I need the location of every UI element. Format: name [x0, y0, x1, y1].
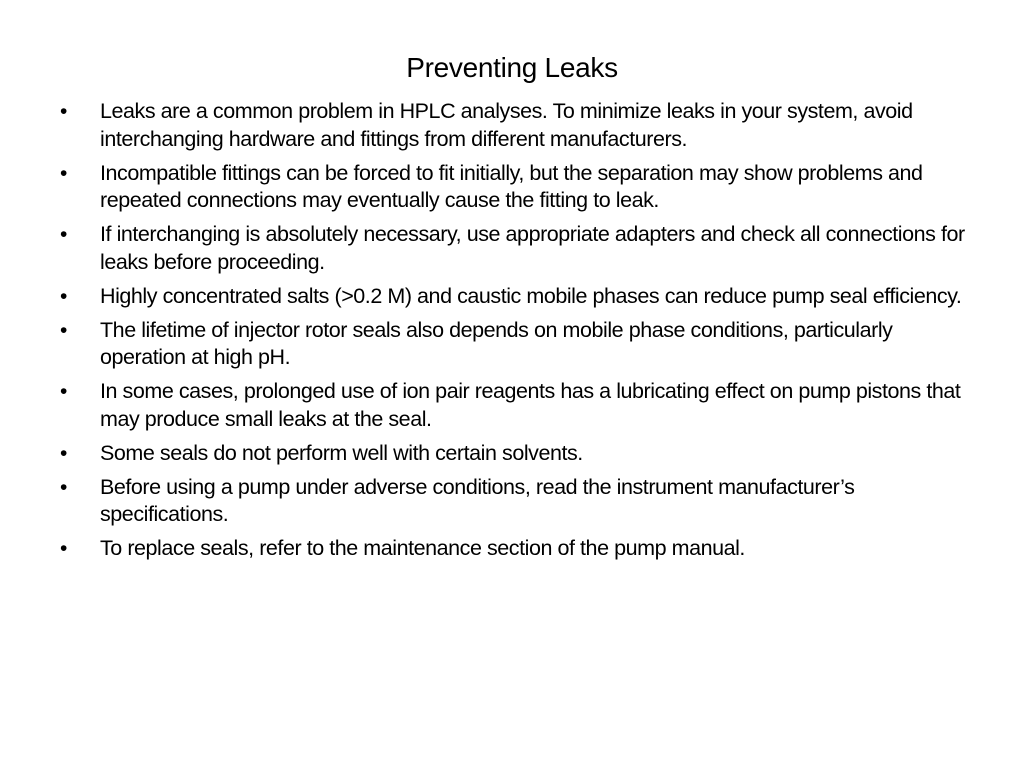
- bullet-icon: •: [60, 318, 67, 342]
- bullet-item: [56, 317, 966, 372]
- bullet-icon: •: [60, 380, 67, 403]
- bullet-text: Incompatible fittings can be forced to fit initially, but the separation may show problems and repeated connections may eventually cause the fitting to leak.: [100, 160, 923, 212]
- bullet-text: Highly concentrated salts (>0.2 M) and caustic mobile phases can reduce pump seal efficiency.: [100, 283, 962, 308]
- bullet-icon: •: [60, 475, 67, 499]
- bullet-item: [56, 535, 966, 563]
- bullet-icon: •: [60, 284, 67, 308]
- bullet-item: [56, 221, 966, 276]
- bullet-item: [56, 98, 966, 153]
- bullet-text: To replace seals, refer to the maintenance section of the pump manual.: [100, 536, 745, 560]
- bullet-item: [56, 283, 966, 311]
- bullet-icon: •: [60, 100, 67, 123]
- bullet-item: [56, 160, 966, 215]
- bullet-icon: •: [60, 161, 67, 185]
- bullet-item: [56, 440, 966, 468]
- bullet-item: [56, 474, 966, 529]
- bullet-text: Leaks are a common problem in HPLC analyses. To minimize leaks in your system, avoid interchanging hardware and fittings from different manufacturers.: [100, 99, 913, 151]
- bullet-item: [56, 378, 966, 433]
- bullet-text: Before using a pump under adverse conditions, read the instrument manufacturer’s specifications.: [100, 474, 855, 526]
- bullet-text: If interchanging is absolutely necessary, use appropriate adapters and check all connections for leaks before proceeding.: [100, 222, 965, 274]
- bullet-icon: •: [60, 537, 67, 560]
- bullet-text: Some seals do not perform well with certain solvents.: [100, 440, 583, 465]
- bullet-text: The lifetime of injector rotor seals also depends on mobile phase conditions, particularly operation at high pH.: [100, 317, 893, 369]
- bullet-icon: •: [60, 223, 67, 246]
- slide-title: Preventing Leaks: [406, 52, 618, 83]
- bullet-text: In some cases, prolonged use of ion pair reagents has a lubricating effect on pump pistons that may produce small leaks at the seal.: [100, 379, 961, 431]
- bullet-list: [56, 98, 966, 569]
- bullet-icon: •: [60, 441, 67, 465]
